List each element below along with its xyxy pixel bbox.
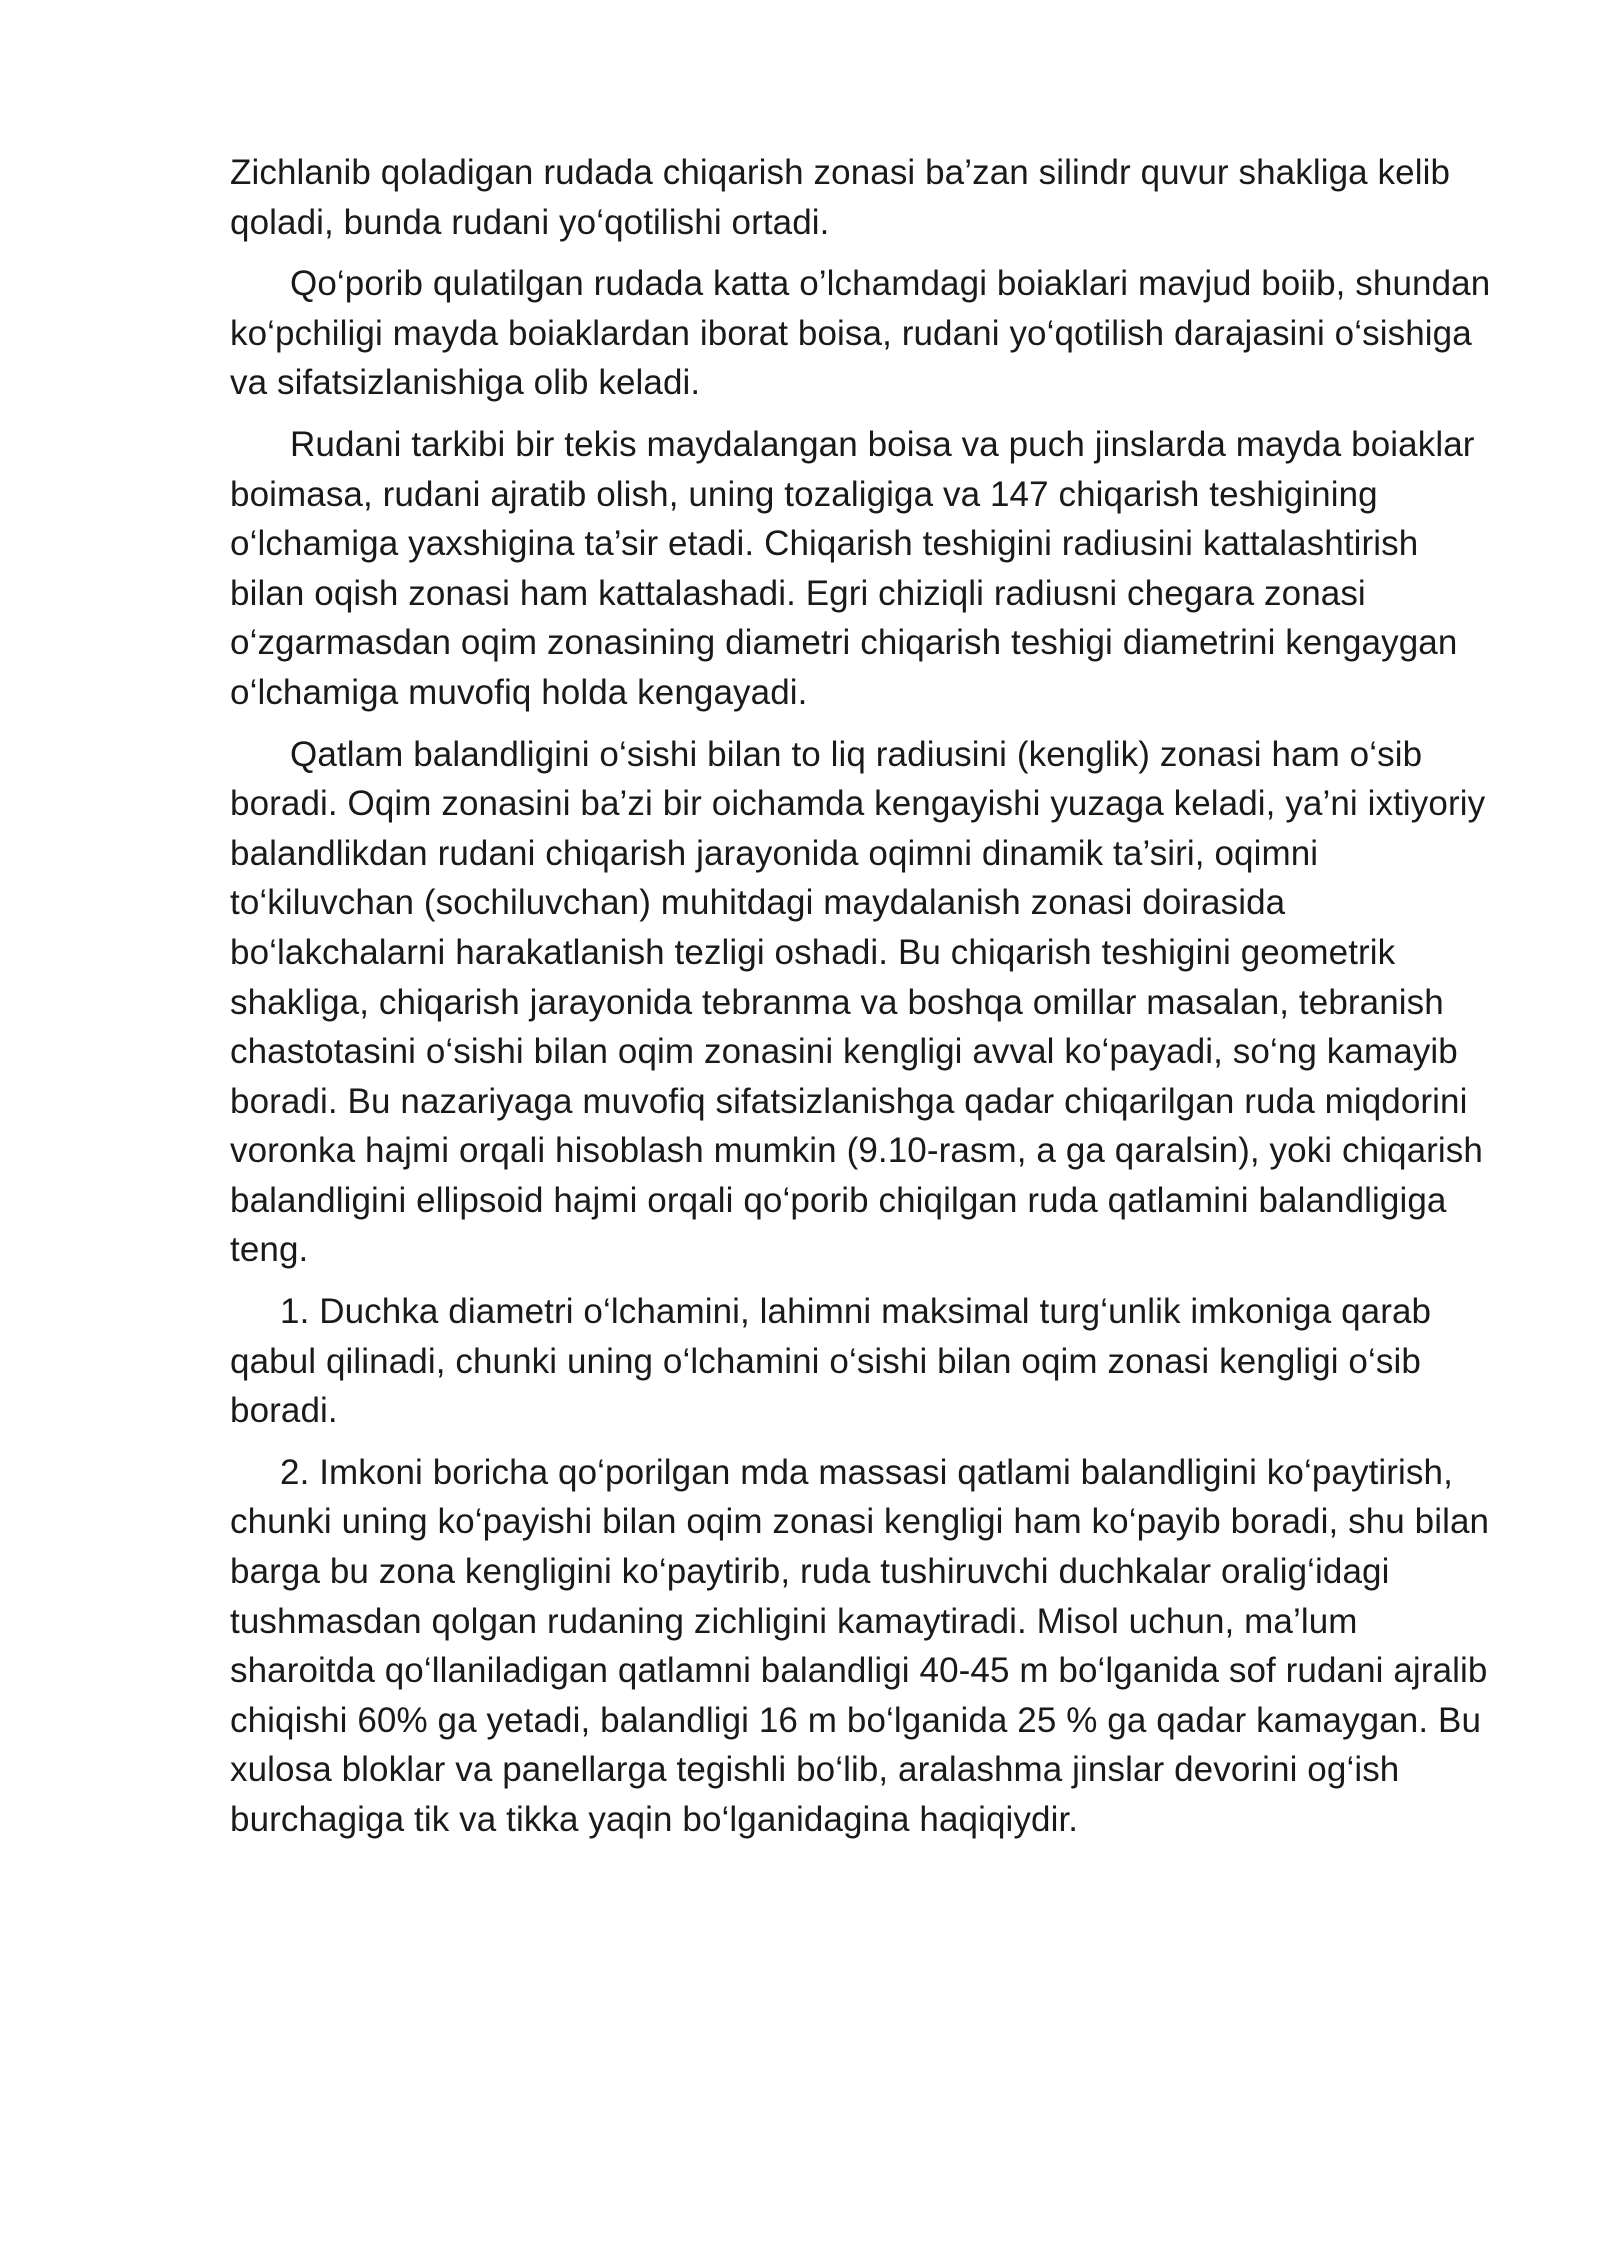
- paragraph-3: Rudani tarkibi bir tekis maydalangan boisa va puch jinslarda mayda boiaklar boimasa, rudani ajratib olish, uning tozaligiga va 147 chiqarish teshigining o‘lchamiga yaxshigina ta’sir etadi. Chiqarish teshigini radiusini kattalashtirish bilan oqish zonasi ham kattalashadi. Egri chiziqli radiusni chegara zonasi o‘zgarmasdan oqim zonasining diametri chiqarish teshigi diametrini kengaygan o‘lchamiga muvofiq holda kengayadi.: [230, 424, 1475, 712]
- paragraph-1: Zichlanib qoladigan rudada chiqarish zonasi ba’zan silindr quvur shakliga kelib qoladi, bunda rudani yo‘qotilishi ortadi.: [230, 153, 1451, 242]
- list-item-1: 1. Duchka diametri o‘lchamini, lahimni maksimal turg‘unlik imkoniga qarab qabul qilinadi, chunki uning o‘lchamini o‘sishi bilan oqim zonasi kengligi o‘sib boradi.: [230, 1292, 1432, 1431]
- paragraph-2: Qo‘porib qulatilgan rudada katta o’lchamdagi boiaklari mavjud boiib, shundan ko‘pchiligi mayda boiaklardan iborat boisa, rudani yo‘qotilish darajasini o‘sishiga va sifatsizlanishiga olib keladi.: [230, 264, 1491, 403]
- list-item-2: 2. Imkoni boricha qo‘porilgan mda massasi qatlami balandligini ko‘paytirish, chunki uning ko‘payishi bilan oqim zonasi kengligi ham ko‘payib boradi, shu bilan barga bu zona kengligini ko‘paytirib, ruda tushiruvchi duchkalar oralig‘idagi tushmasdan qolgan rudaning zichligini kamaytiradi. Misol uchun, ma’lum sharoitda qo‘llaniladigan qatlamni balandligi 40-45 m bo‘lganida sof rudani ajralib chiqishi 60% ga yetadi, balandligi 16 m bo‘lganida 25 % ga qadar kamaygan. Bu xulosa bloklar va panellarga tegishli bo‘lib, aralashma jinslar devorini og‘ish burchagiga tik va tikka yaqin bo‘lganidagina haqiqiydir.: [230, 1452, 1490, 1839]
- document-page: [230, 148, 1500, 1857]
- paragraph-4: Qatlam balandligini o‘sishi bilan to liq radiusini (kenglik) zonasi ham o‘sib boradi. Oqim zonasini ba’zi bir oichamda kengayishi yuzaga keladi, ya’ni ixtiyoriy balandlikdan rudani chiqarish jarayonida oqimni dinamik ta’siri, oqimni to‘kiluvchan (sochiluvchan) muhitdagi maydalanish zonasi doirasida bo‘lakchalarni harakatlanish tezligi oshadi. Bu chiqarish teshigini geometrik shakliga, chiqarish jarayonida tebranma va boshqa omillar masalan, tebranish chastotasini o‘sishi bilan oqim zonasini kengligi avval ko‘payadi, so‘ng kamayib boradi. Bu nazariyaga muvofiq sifatsizlanishga qadar chiqarilgan ruda miqdorini voronka hajmi orqali hisoblash mumkin (9.10-rasm, a ga qaralsin), yoki chiqarish balandligini ellipsoid hajmi orqali qo‘porib chiqilgan ruda qatlamini balandligiga teng.: [230, 734, 1486, 1270]
